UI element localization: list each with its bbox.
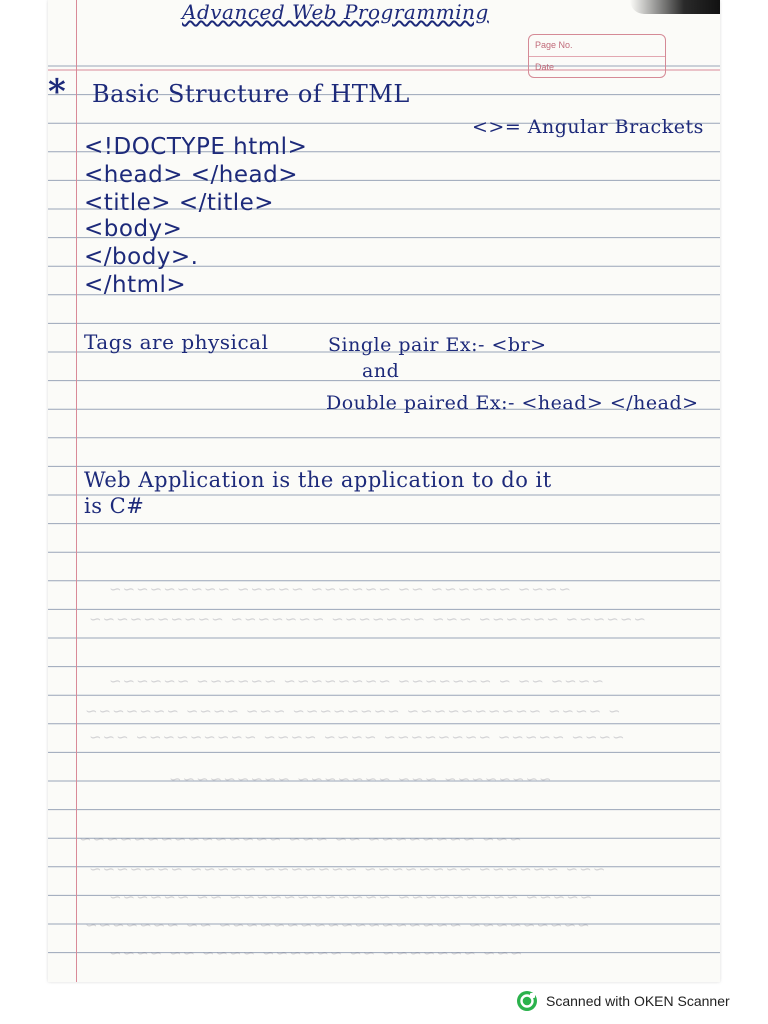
notebook-page [48, 0, 720, 982]
code-line-body-close: </body>. [84, 244, 199, 270]
double-paired-example: Double paired Ex:- <head> </head> [326, 392, 699, 414]
bleed-through-text: ~~~~~~ ~~~~~~ ~~~ ~~~~~~~ ~~~~~~~ ~~~~~~~~~~ [88, 610, 647, 628]
notes-heading: Basic Structure of HTML [92, 80, 410, 108]
page-corner-shadow [630, 0, 720, 14]
bleed-through-text: ~~~~~ ~~~~~~~~~ ~~~~~~~~~~~~ ~~ ~~~~~~ [108, 888, 593, 906]
bleed-through-text: ~ ~~~~ ~~~~~~~~~~ ~~~~~~~~ ~~~ ~~~~ ~~~~~~~ [84, 702, 621, 720]
angular-brackets-note: <>= Angular Brackets [472, 116, 704, 138]
page-number-date-box [528, 34, 666, 78]
web-application-line-2: is C# [84, 494, 145, 518]
page-header-title: Advanced Web Programming [182, 0, 489, 24]
margin-line [76, 0, 77, 982]
date-label: Date [529, 56, 665, 77]
bleed-through-text: ~~~~ ~~ ~ ~~~~~~~ ~~~~~~~~ ~~~~~~ ~~~~~~ [108, 672, 604, 690]
bleed-through-text: ~~~ ~~~~~~~~ ~~ ~~~ ~~~~~~~~~~~~~~~ [78, 830, 522, 848]
code-line-html-close: </html> [84, 272, 187, 298]
web-application-line-1: Web Application is the application to do it [84, 468, 552, 492]
code-line-doctype: <!DOCTYPE html> [84, 134, 308, 160]
bullet-asterisk: * [48, 72, 67, 112]
bleed-through-text: ~~~ ~~~~~~ ~~~~~~~~ ~~~~~~~ ~~~~~ ~~~~~~~ [88, 860, 606, 878]
scanner-text: Scanned with OKEN Scanner [546, 993, 730, 1009]
page-no-label: Page No. [535, 40, 573, 50]
code-line-body-open: <body> [84, 216, 183, 242]
bleed-through-text: ~~~~~~~~ ~~~ ~~~~~~~ ~~~~~~~~~ [168, 770, 552, 788]
code-line-head: <head> </head> [84, 162, 298, 188]
oken-scanner-logo-icon [516, 990, 538, 1012]
bleed-through-text: ~~~~~~~~~ ~~~~~~~~~~~~~~~~~~ ~~ ~~~~~~~ [84, 916, 590, 934]
bleed-through-text: ~~~~ ~~~~~~ ~~ ~~~~~~ ~~~~~ ~~~~~~~~~ [108, 580, 572, 598]
single-pair-example: Single pair Ex:- <br> [328, 334, 547, 356]
scanner-watermark [516, 988, 730, 1014]
tags-intro: Tags are physical [84, 330, 269, 354]
bleed-through-text: ~~~ ~~~~~~~ ~~ ~~~~~~ ~~~~ ~~ ~~~~ [108, 944, 523, 962]
code-line-title: <title> </title> [84, 190, 275, 216]
bleed-through-text: ~~~~ ~~~~~ ~~~~~~~~ ~~~~ ~~~~ ~~~~~~~~~ ~~~ [88, 728, 625, 746]
and-word: and [362, 360, 400, 382]
